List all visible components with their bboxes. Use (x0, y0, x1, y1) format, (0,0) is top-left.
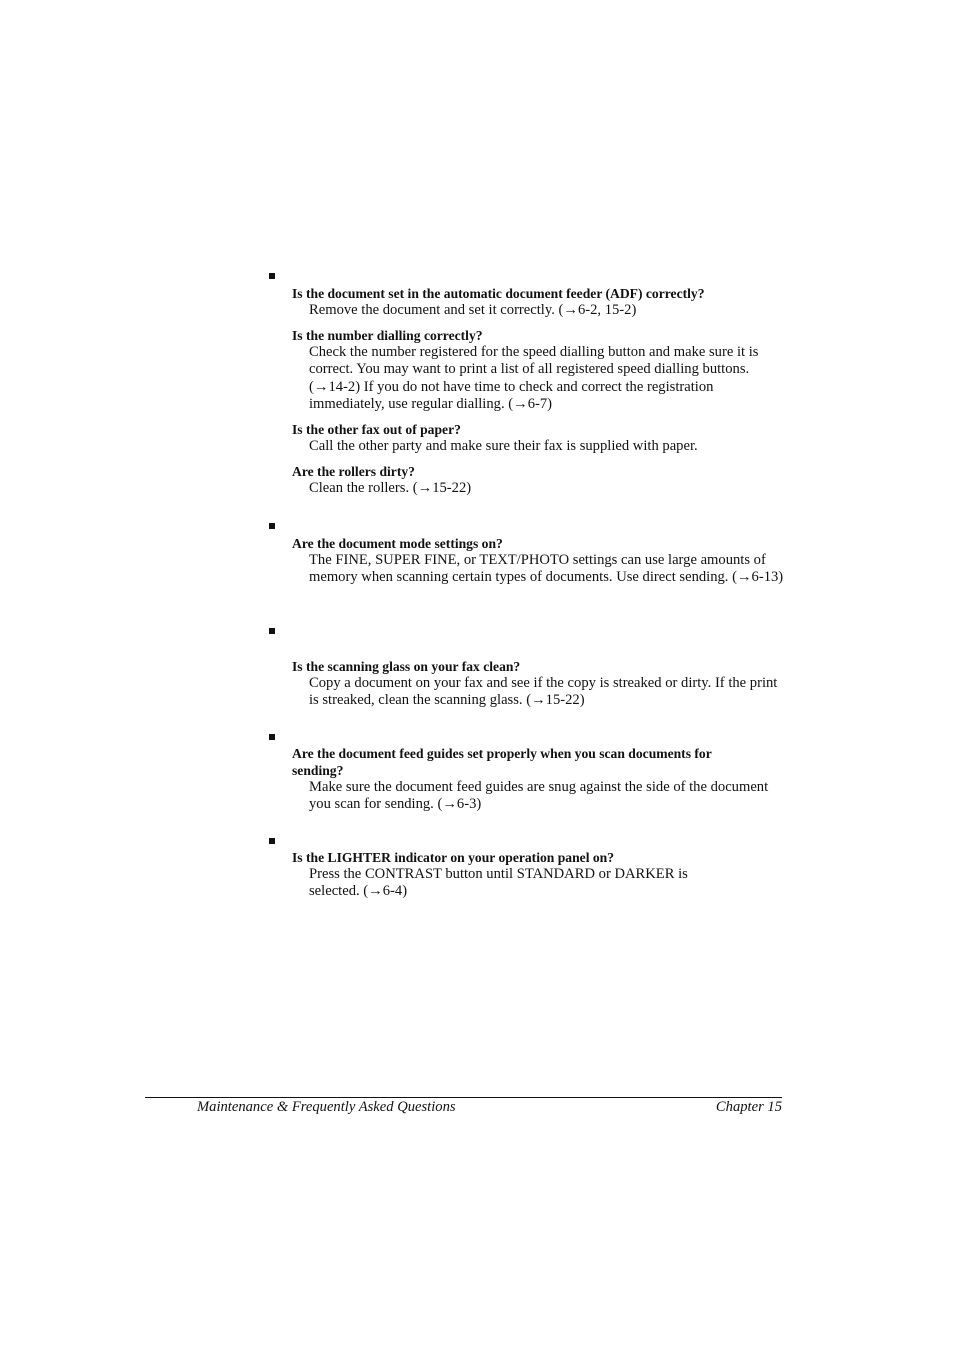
faq-answer: Remove the document and set it correctly. (→6-2, 15-2) (309, 302, 637, 318)
faq-question: Are the document mode settings on? (292, 536, 503, 551)
faq-question: Are the rollers dirty? (292, 464, 415, 480)
faq-answer: Check the number registered for the speed dialling button and make sure it is correct. You may want to print a list of all registered speed dialling buttons. (→14-2) If you do not have time to check and correct the registration immediately, use regular dialling. (→6-7) (309, 344, 759, 412)
faq-section (292, 745, 792, 813)
faq-item (292, 421, 792, 455)
faq-question: Is the LIGHTER indicator on your operation panel on? (292, 850, 615, 865)
faq-answer: Call the other party and make sure their fax is supplied with paper. (309, 438, 698, 455)
faq-answer: Make sure the document feed guides are snug against the side of the document you scan for sending. (→6-3) (309, 779, 769, 813)
faq-answer: Clean the rollers. (→15-22) (309, 480, 472, 497)
section-bullet (269, 734, 275, 740)
faq-item (292, 285, 792, 319)
footer-chapter-number: Chapter 15 (715, 1099, 782, 1115)
section-bullet (269, 523, 275, 529)
faq-section (292, 849, 792, 900)
section-bullet (269, 628, 275, 634)
faq-item (292, 327, 792, 413)
faq-answer: Copy a document on your fax and see if the copy is streaked or dirty. If the print is streaked, clean the scanning glass. (→15-22) (309, 675, 778, 709)
faq-item (292, 463, 792, 497)
faq-section (292, 535, 792, 586)
footer-chapter-title: Maintenance & Frequently Asked Questions (197, 1099, 456, 1115)
faq-answer: Press the CONTRAST button until STANDARD or DARKER is selected. (→6-4) (309, 866, 688, 900)
faq-item (292, 849, 792, 900)
faq-section (292, 285, 792, 497)
faq-question: Is the document set in the automatic document feeder (ADF) correctly? (292, 286, 705, 301)
faq-item (292, 535, 792, 586)
faq-section (292, 658, 792, 709)
footer-rule (145, 1097, 782, 1098)
section-bullet (269, 838, 275, 844)
faq-question: Are the document feed guides set properly when you scan documents for sending? (292, 746, 712, 778)
faq-answer: The FINE, SUPER FINE, or TEXT/PHOTO settings can use large amounts of memory when scanning certain types of documents. Use direct sending. (→6-13) (309, 552, 784, 586)
faq-item (292, 658, 792, 709)
faq-question: Is the other fax out of paper? (292, 422, 461, 438)
faq-question: Is the scanning glass on your fax clean? (292, 659, 521, 674)
faq-item (292, 745, 792, 813)
faq-question: Is the number dialling correctly? (292, 328, 483, 344)
section-bullet (269, 273, 275, 279)
